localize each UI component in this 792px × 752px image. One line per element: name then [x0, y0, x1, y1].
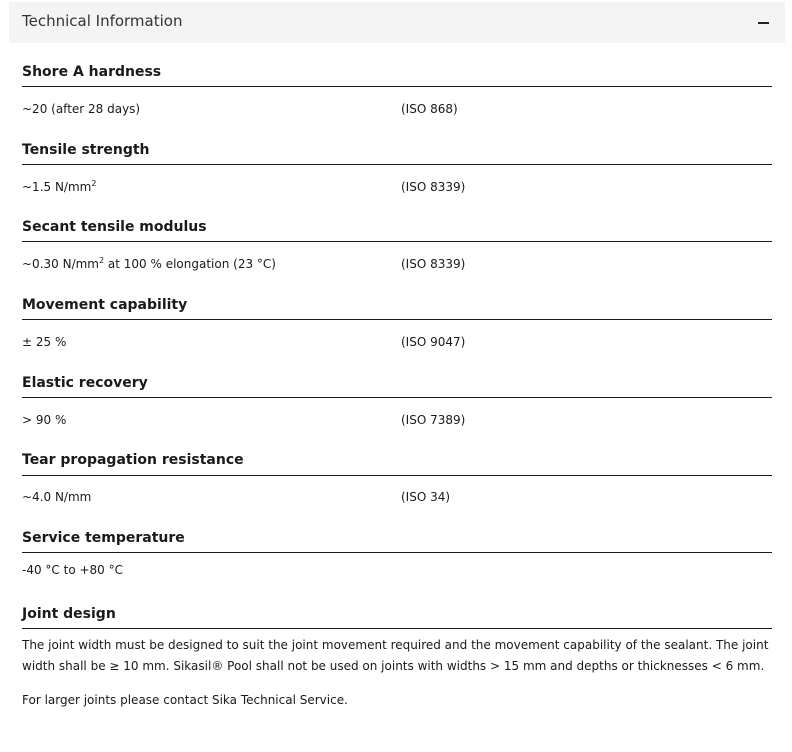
property-shore-a-hardness: [22, 62, 772, 82]
value-text: ~0.30 N/mm: [22, 257, 99, 271]
property-title: Secant tensile modulus: [22, 219, 207, 235]
divider: [22, 397, 772, 398]
property-title: Tear propagation resistance: [22, 452, 244, 468]
divider: [22, 164, 772, 165]
divider: [22, 475, 772, 476]
property-value: ~20 (after 28 days): [22, 102, 141, 116]
accordion-header-technical-information[interactable]: [9, 2, 785, 43]
property-tensile-strength: [22, 140, 772, 160]
property-elastic-recovery: [22, 373, 772, 393]
joint-design-paragraph: The joint width must be designed to suit the joint movement required and the movement capability of the sealant. The joint width shall be ≥ 10 mm. Sikasil® Pool shall not be used on joints with widths > 15 mm and depths or thicknesses < 6 mm.: [22, 638, 769, 673]
property-title: Movement capability: [22, 297, 188, 313]
property-secant-tensile-modulus: [22, 217, 772, 237]
section-title: Joint design: [22, 606, 116, 622]
property-standard: (ISO 8339): [401, 180, 466, 194]
property-value: -40 °C to +80 °C: [22, 563, 123, 577]
divider: [22, 319, 772, 320]
property-title: Elastic recovery: [22, 375, 148, 391]
minus-icon[interactable]: [758, 22, 769, 24]
divider: [22, 628, 772, 629]
accordion-title: Technical Information: [22, 12, 183, 30]
property-tear-propagation-resistance: [22, 450, 772, 470]
section-joint-design: [22, 604, 772, 624]
property-movement-capability: [22, 295, 772, 315]
property-service-temperature: [22, 528, 772, 548]
property-standard: (ISO 8339): [401, 257, 466, 271]
value-superscript: 2: [91, 179, 97, 188]
value-text-suffix: at 100 % elongation (23 °C): [104, 257, 276, 271]
property-title: Shore A hardness: [22, 64, 162, 80]
value-text: ~1.5 N/mm: [22, 180, 92, 194]
property-standard: (ISO 9047): [401, 335, 466, 349]
divider: [22, 241, 772, 242]
value-superscript: 2: [99, 256, 105, 265]
divider: [22, 552, 772, 553]
property-standard: (ISO 34): [401, 490, 451, 504]
divider: [22, 86, 772, 87]
property-title: Service temperature: [22, 530, 185, 546]
property-title: Tensile strength: [22, 142, 150, 158]
joint-design-contact-note: For larger joints please contact Sika Technical Service.: [22, 693, 348, 707]
property-standard: (ISO 868): [401, 102, 458, 116]
property-value: [22, 179, 96, 195]
property-value: [22, 256, 276, 272]
property-value: > 90 %: [22, 413, 67, 427]
property-value: ± 25 %: [22, 335, 67, 349]
property-value: ~4.0 N/mm: [22, 490, 92, 504]
property-standard: (ISO 7389): [401, 413, 466, 427]
